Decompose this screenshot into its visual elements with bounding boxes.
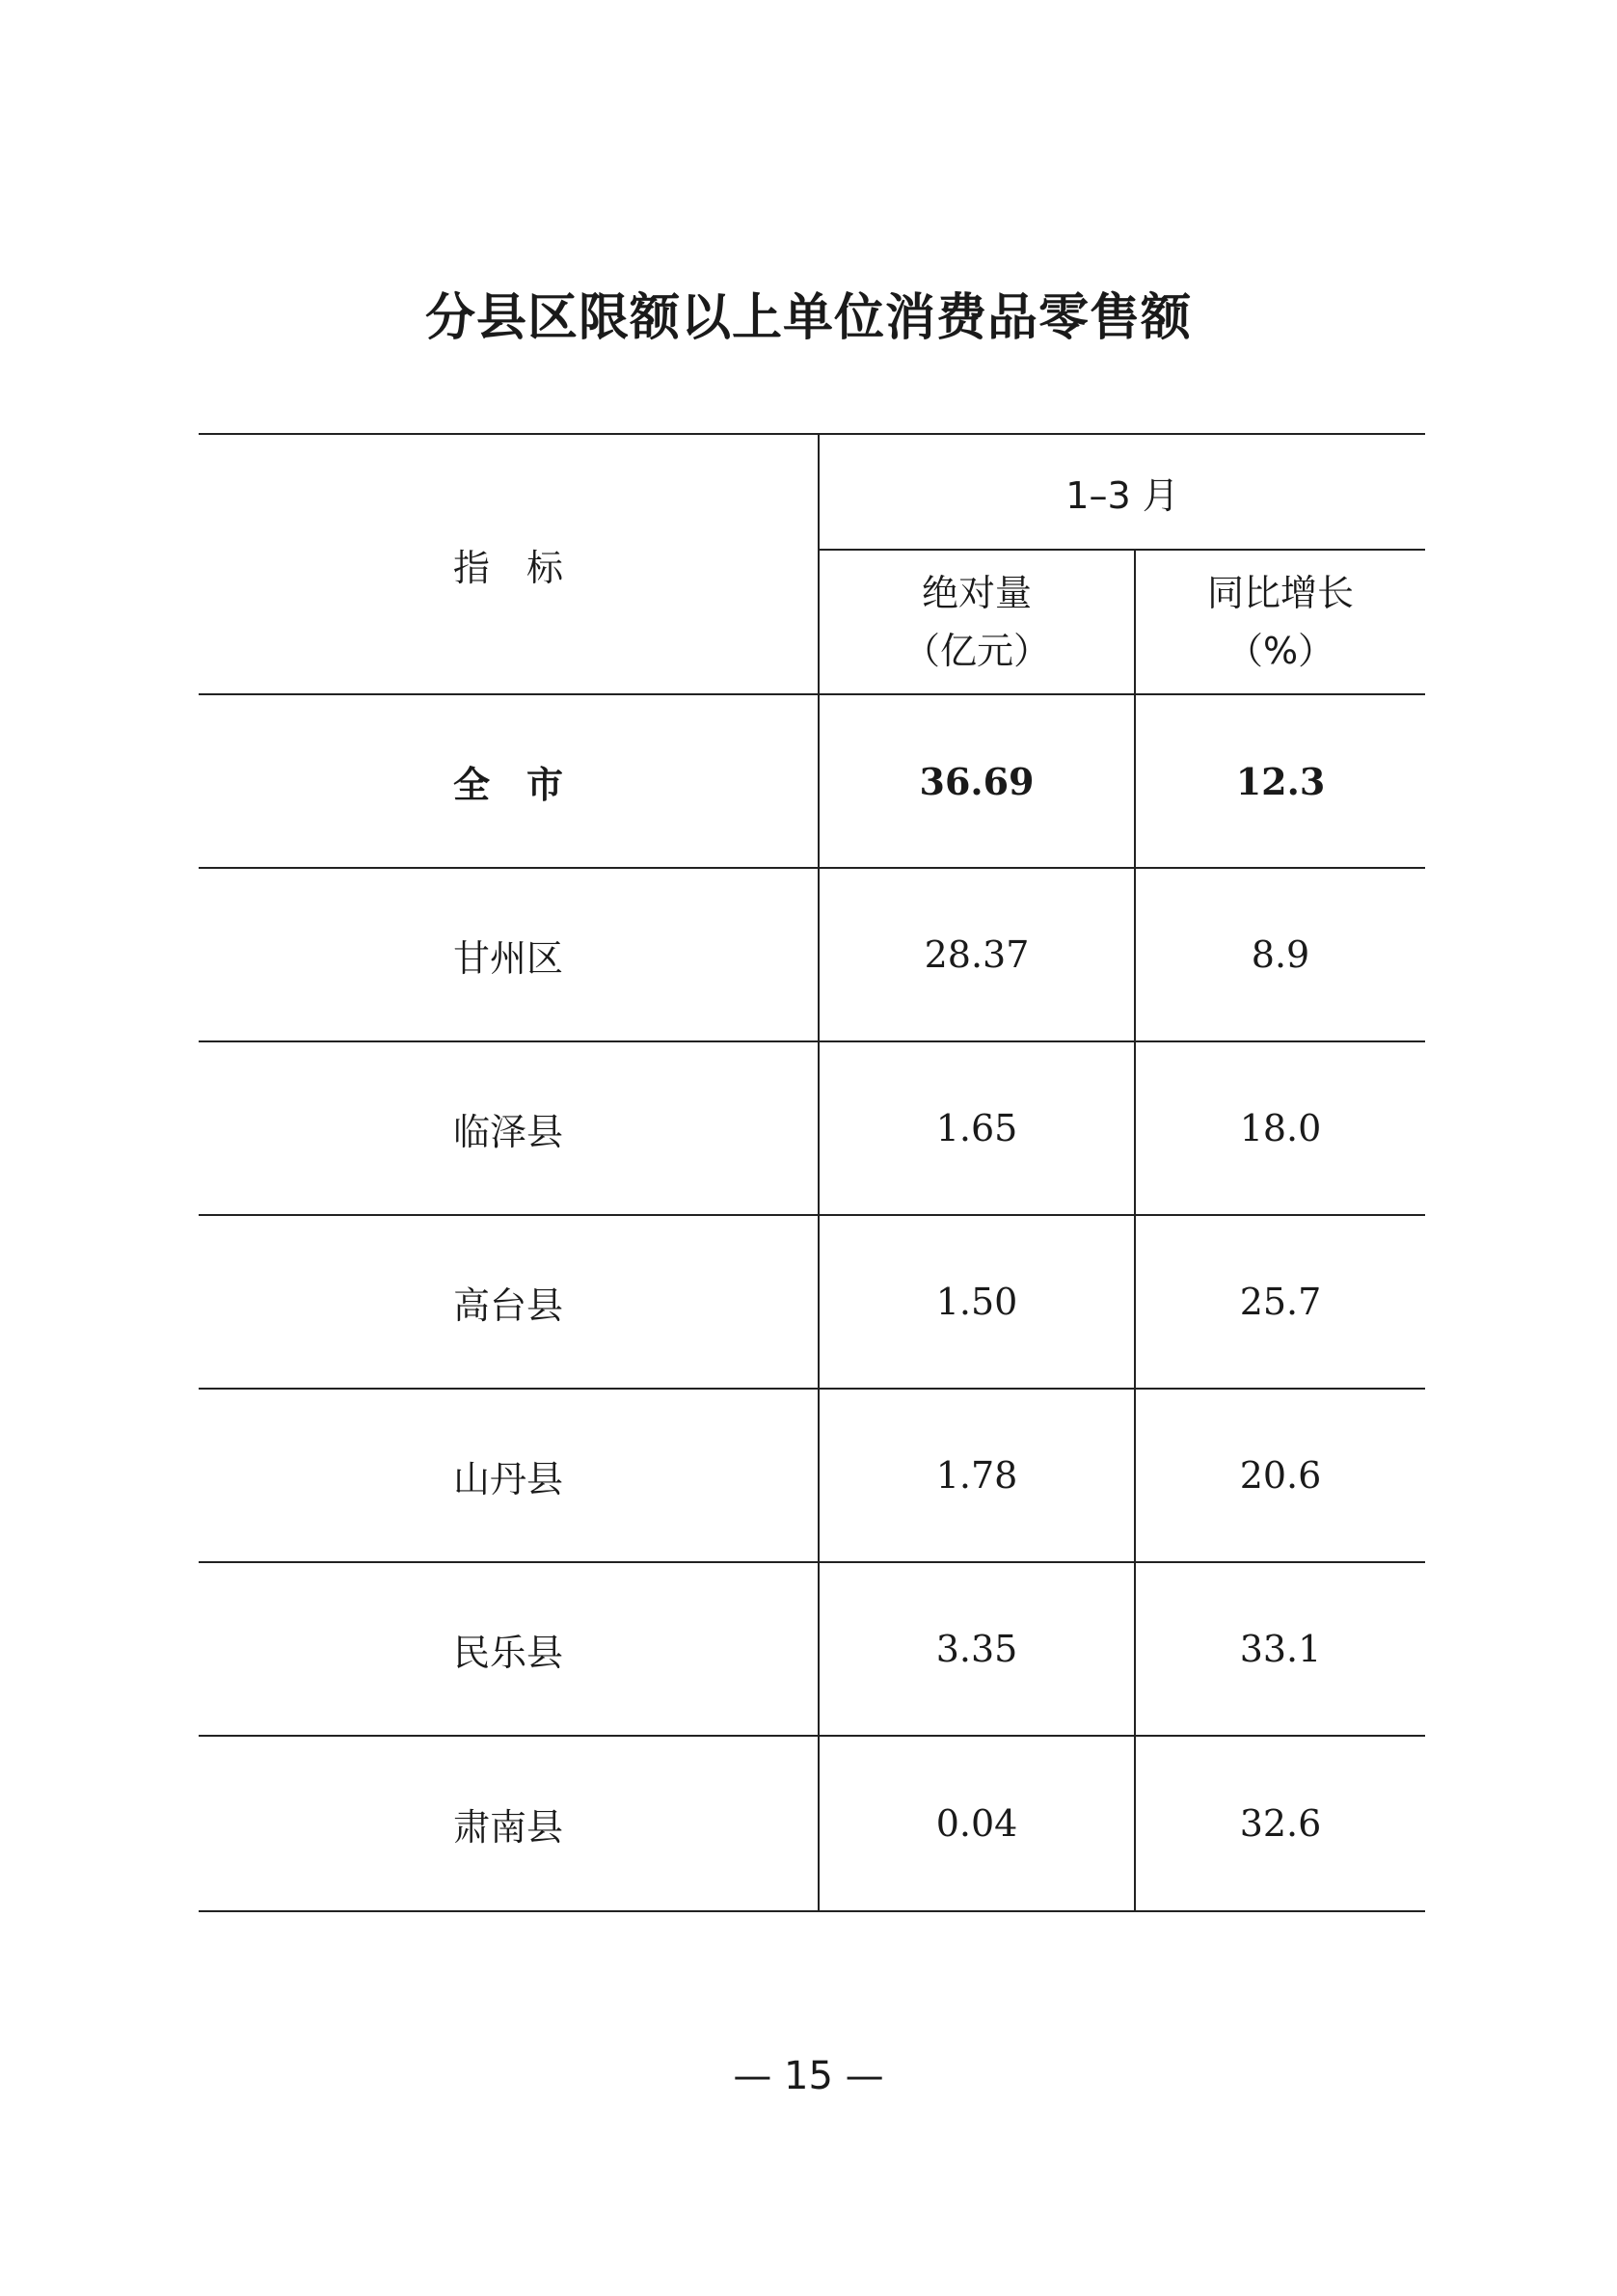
yoy-growth-header-unit: （%）	[1226, 630, 1335, 672]
table-row	[199, 1563, 1425, 1737]
row-absolute-value: 1.50	[820, 1216, 1136, 1388]
absolute-value-header-label: 绝对量	[921, 572, 1032, 614]
row-yoy-growth: 12.3	[1235, 759, 1326, 803]
yoy-growth-header	[1136, 551, 1425, 693]
subheaders	[820, 551, 1425, 693]
row-name: 临泽县	[199, 1042, 820, 1214]
row-absolute-value: 3.35	[820, 1563, 1136, 1735]
row-yoy-growth: 20.6	[1239, 1454, 1322, 1497]
absolute-value-header	[820, 551, 1136, 693]
page-title: 分县区限额以上单位消费品零售额	[424, 289, 1192, 347]
absolute-value-header-unit: （亿元）	[903, 630, 1050, 672]
row-yoy-growth: 32.6	[1239, 1802, 1322, 1845]
period-header: 1–3 月	[820, 435, 1425, 551]
table-row	[199, 1216, 1425, 1390]
table-row	[199, 1042, 1425, 1216]
period-header-block	[820, 435, 1425, 693]
row-name: 甘州区	[199, 869, 820, 1040]
row-absolute-value: 1.65	[820, 1042, 1136, 1214]
page-number: — 15 —	[733, 2054, 884, 2098]
row-name: 高台县	[199, 1216, 820, 1388]
table-row	[199, 869, 1425, 1042]
row-absolute-value: 0.04	[820, 1737, 1136, 1910]
table-row-total	[199, 695, 1425, 869]
table-row	[199, 1390, 1425, 1563]
indicator-header: 指 标	[199, 435, 820, 693]
row-yoy-growth: 33.1	[1239, 1628, 1322, 1670]
row-absolute-value: 28.37	[820, 869, 1136, 1040]
table-header	[199, 435, 1425, 695]
row-name: 山丹县	[199, 1390, 820, 1561]
row-name: 肃南县	[199, 1737, 820, 1910]
table-row	[199, 1737, 1425, 1910]
row-name: 全 市	[199, 695, 820, 867]
retail-sales-table	[199, 433, 1425, 1912]
row-absolute-value: 36.69	[820, 695, 1136, 867]
row-yoy-growth: 25.7	[1239, 1281, 1322, 1323]
yoy-growth-header-label: 同比增长	[1206, 572, 1354, 614]
row-absolute-value: 1.78	[820, 1390, 1136, 1561]
row-name: 民乐县	[199, 1563, 820, 1735]
row-yoy-growth: 18.0	[1239, 1107, 1322, 1149]
row-yoy-growth: 8.9	[1251, 933, 1310, 976]
